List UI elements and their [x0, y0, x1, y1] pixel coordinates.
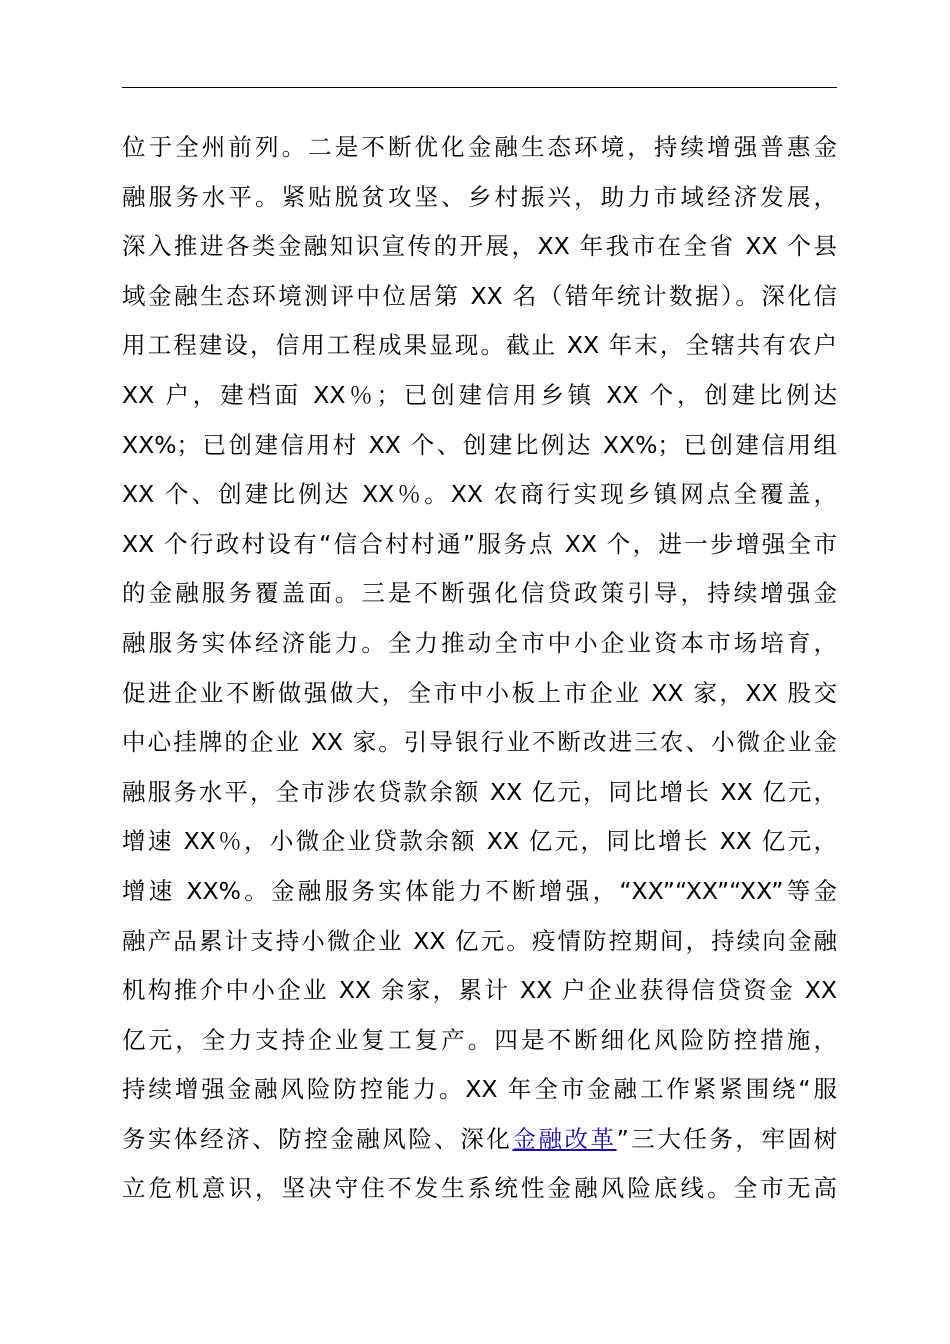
- paragraph-line: 持续增强金融风险防控能力。XX 年全市金融工作紧紧围绕“服: [122, 1075, 837, 1104]
- paragraph-line: XX%；已创建信用村 XX 个、创建比例达 XX%；已创建信用组: [122, 430, 837, 459]
- paragraph-line-with-link: [122, 1115, 837, 1165]
- link-line-before: 务实体经济、防控金融风险、深化: [122, 1124, 513, 1153]
- paragraph-line: 深入推进各类金融知识宣传的开展，XX 年我市在全省 XX 个县: [122, 232, 837, 261]
- paragraph-line: 亿元，全力支持企业复工复产。四是不断细化风险防控措施，: [122, 1025, 837, 1054]
- paragraph-line: 促进企业不断做强做大，全市中小板上市企业 XX 家，XX 股交: [122, 678, 837, 707]
- paragraph-line: 增速 XX%。金融服务实体能力不断增强，“XX”“XX”“XX”等金: [122, 876, 837, 905]
- paragraph-line: 融服务水平，全市涉农贷款余额 XX 亿元，同比增长 XX 亿元，: [122, 777, 837, 806]
- paragraph-line: 中心挂牌的企业 XX 家。引导银行业不断改进三农、小微企业金: [122, 728, 837, 757]
- paragraph-line: 融服务实体经济能力。全力推动全市中小企业资本市场培育，: [122, 628, 837, 657]
- paragraph-line: 用工程建设，信用工程成果显现。截止 XX 年末，全辖共有农户: [122, 331, 837, 360]
- financial-reform-link[interactable]: 金融改革: [512, 1124, 617, 1153]
- paragraph-line: 立危机意识，坚决守住不发生系统性金融风险底线。全市无高: [122, 1174, 837, 1203]
- paragraph-line: 机构推介中小企业 XX 余家，累计 XX 户企业获得信贷资金 XX: [122, 976, 837, 1005]
- link-line-after: ”三大任务，牢固树: [616, 1124, 837, 1153]
- paragraph-line: 增速 XX％，小微企业贷款余额 XX 亿元，同比增长 XX 亿元，: [122, 827, 837, 856]
- paragraph-line: XX 个行政村设有“信合村村通”服务点 XX 个，进一步增强全市: [122, 529, 837, 558]
- paragraph-line: 位于全州前列。二是不断优化金融生态环境，持续增强普惠金: [122, 133, 837, 161]
- paragraph-line: 融服务水平。紧贴脱贫攻坚、乡村振兴，助力市域经济发展，: [122, 182, 837, 211]
- paragraph-line: 融产品累计支持小微企业 XX 亿元。疫情防控期间，持续向金融: [122, 926, 837, 955]
- paragraph-line: XX 个、创建比例达 XX％。XX 农商行实现乡镇网点全覆盖，: [122, 480, 837, 509]
- document-body: [122, 123, 837, 1214]
- paragraph-line: 域金融生态环境测评中位居第 XX 名（错年统计数据）。深化信: [122, 281, 837, 310]
- paragraph-line: 的金融服务覆盖面。三是不断强化信贷政策引导，持续增强金: [122, 579, 837, 608]
- header-rule: [122, 87, 837, 88]
- paragraph-line: XX 户，建档面 XX％；已创建信用乡镇 XX 个，创建比例达: [122, 380, 837, 409]
